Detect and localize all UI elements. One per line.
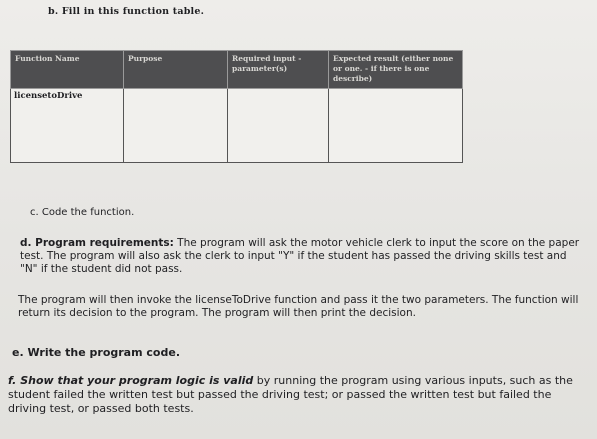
section-d-paragraph: [20, 237, 580, 276]
header-required-input: Required input - parameter(s): [228, 51, 329, 89]
section-c-heading: c. Code the function.: [30, 207, 135, 218]
section-e-heading: e. Write the program code.: [12, 346, 180, 359]
cell-expected-result[interactable]: [329, 89, 463, 163]
header-purpose: Purpose: [124, 51, 228, 89]
section-d-text: The program will ask the motor vehicle clerk to input the score on the paper test. The program will also ask the clerk to input "Y" if the student has passed the driving skills test and "N" if the student did not pass.: [20, 237, 580, 275]
section-f-label: f. Show that your program logic is valid: [8, 374, 254, 387]
table-header-row: [11, 51, 463, 89]
table-row: [11, 89, 463, 163]
section-b-heading: b. Fill in this function table.: [48, 6, 205, 17]
cell-function-name[interactable]: licensetoDrive: [11, 89, 124, 163]
header-expected-result: Expected result (either none or one. - if there is one describe): [329, 51, 463, 89]
function-table: [10, 50, 463, 163]
section-d-label: d. Program requirements:: [20, 237, 174, 249]
cell-purpose[interactable]: [124, 89, 228, 163]
section-d-paragraph-2: The program will then invoke the licenseToDrive function and pass it the two parameters. The function will return its decision to the program. The program will then print the decision.: [18, 294, 579, 319]
section-f-paragraph: [8, 374, 590, 416]
section-f-text: by running the program using various inputs, such as the student failed the written test but passed the driving test; or passed the written test but failed the driving test, or passed both tests.: [8, 374, 573, 415]
cell-required-input[interactable]: [228, 89, 329, 163]
header-function-name: Function Name: [11, 51, 124, 89]
